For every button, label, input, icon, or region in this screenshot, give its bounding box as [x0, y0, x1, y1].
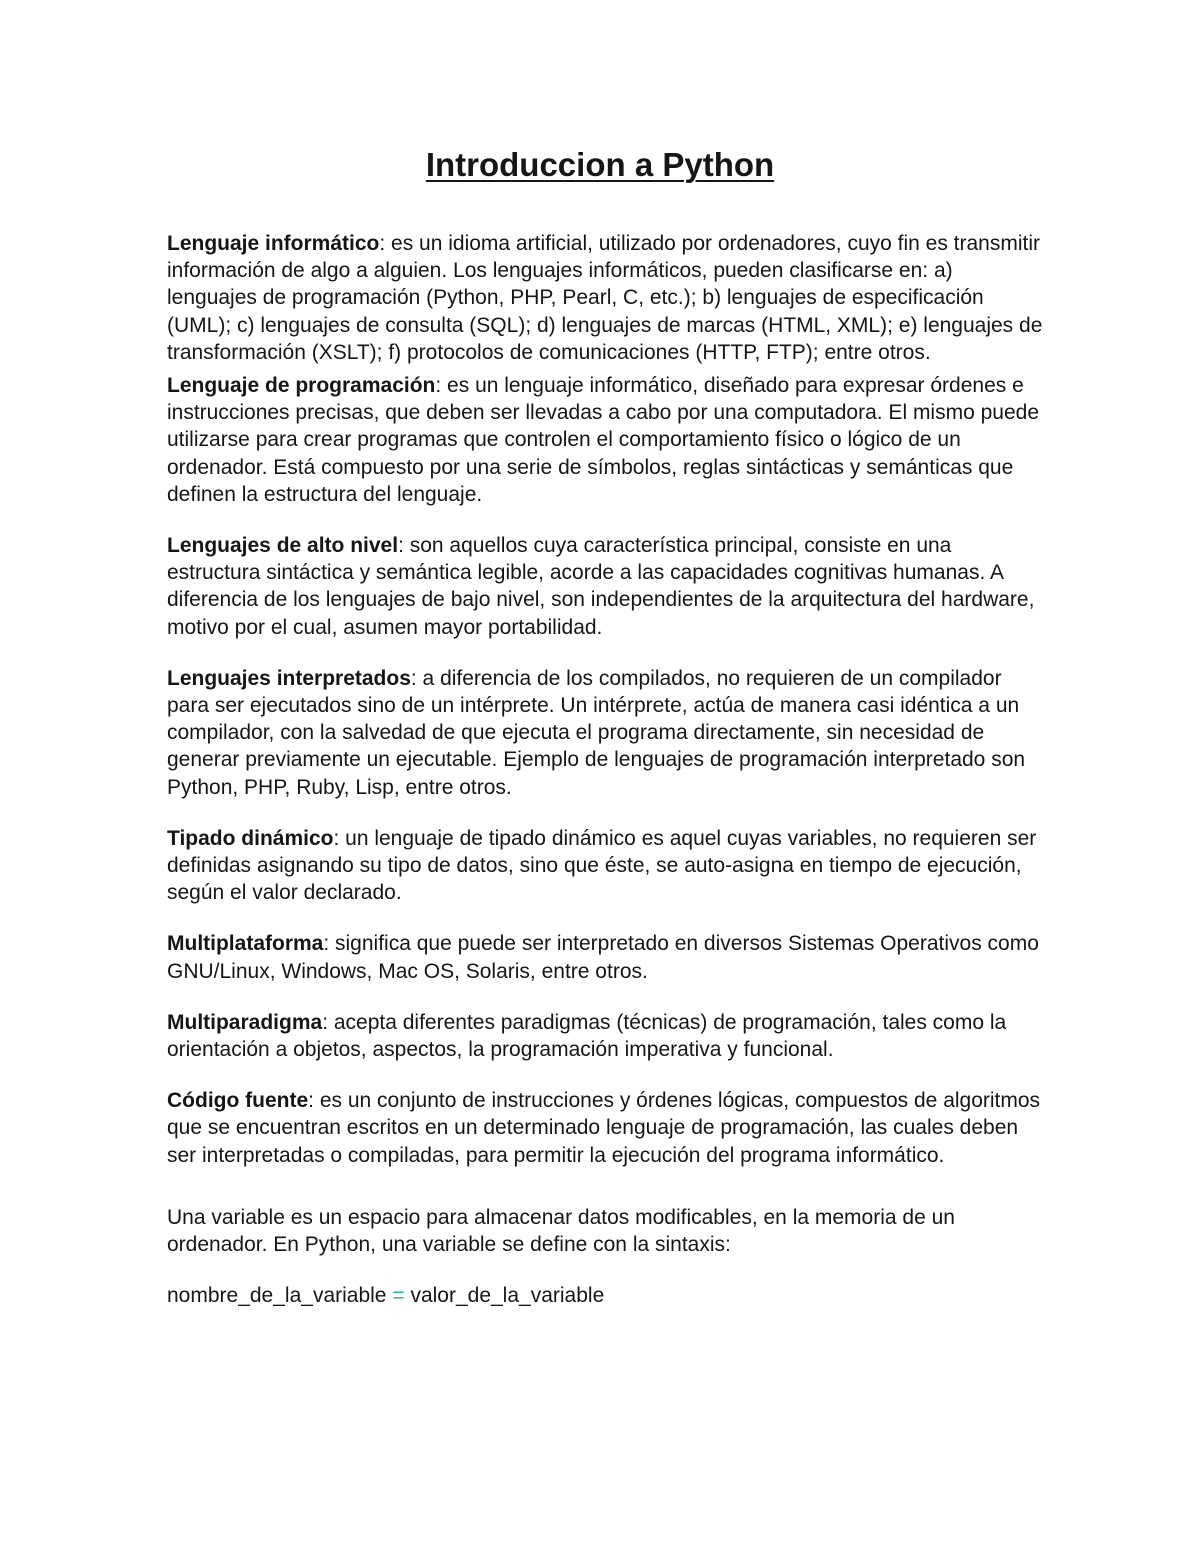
definition-codigo-fuente: [167, 1087, 1047, 1169]
definition-term: Multiplataforma: [167, 932, 324, 956]
definition-text: : son aquellos cuya característica principal, consiste en una estructura sintáctica y semántica legible, acorde a las capacidades cognitivas humanas. A diferencia de los lenguajes de bajo nivel, son independientes de la arquitectura del hardware, motivo por el cual, asumen mayor portabilidad.: [167, 534, 1035, 639]
definition-multiparadigma: [167, 1009, 1047, 1063]
assignment-operator: =: [392, 1284, 405, 1308]
definition-lenguajes-de-alto-nivel: [167, 532, 1047, 641]
variable-value-placeholder: valor_de_la_variable: [410, 1284, 605, 1308]
variable-syntax-line: [167, 1282, 1047, 1309]
variable-name-placeholder: nombre_de_la_variable: [167, 1284, 387, 1308]
definition-term: Lenguajes interpretados: [167, 666, 411, 690]
definition-multiplataforma: [167, 930, 1047, 984]
definition-term: Lenguaje de programación: [167, 374, 436, 398]
definition-lenguaje-informatico: [167, 230, 1047, 366]
definition-text: : significa que puede ser interpretado en diversos Sistemas Operativos como GNU/Linux, Windows, Mac OS, Solaris, entre otros.: [167, 932, 1039, 983]
definition-term: Código fuente: [167, 1089, 309, 1113]
page-title: Introduccion a Python: [425, 146, 775, 183]
definition-term: Multiparadigma: [167, 1010, 323, 1034]
definition-text: : es un conjunto de instrucciones y órdenes lógicas, compuestos de algoritmos que se encuentran escritos en un determinado lenguaje de programación, las cuales deben ser interpretadas o compiladas, para permitir la ejecución del programa informático.: [167, 1089, 1041, 1167]
definition-tipado-dinamico: [167, 825, 1047, 907]
definition-text: : un lenguaje de tipado dinámico es aquel cuyas variables, no requieren ser definidas asignando su tipo de datos, sino que éste, se auto-asigna en tiempo de ejecución, según el valor declarado.: [167, 826, 1037, 905]
definition-term: Tipado dinámico: [167, 826, 334, 850]
definition-text: : es un idioma artificial, utilizado por ordenadores, cuyo fin es transmitir información de algo a alguien. Los lenguajes informáticos, pueden clasificarse en: a) lenguajes de programación (Python, PHP, Pearl, C, etc.); b) lenguajes de especificación (UML); c) lenguajes de consulta (SQL); d) lenguajes de marcas (HTML, XML); e) lenguajes de transformación (XSLT); f) protocolos de comunicaciones (HTTP, FTP); entre otros.: [167, 232, 1043, 364]
variable-intro-paragraph: Una variable es un espacio para almacenar datos modificables, en la memoria de un ordenador. En Python, una variable se define con la sintaxis:: [167, 1205, 955, 1257]
definition-text: : acepta diferentes paradigmas (técnicas) de programación, tales como la orientación a objetos, aspectos, la programación imperativa y funcional.: [167, 1010, 1007, 1062]
definition-term: Lenguajes de alto nivel: [167, 534, 399, 558]
definition-lenguajes-interpretados: [167, 665, 1047, 801]
definition-text: : es un lenguaje informático, diseñado para expresar órdenes e instrucciones precisas, que deben ser llevadas a cabo por una computadora. El mismo puede utilizarse para crear programas que controlen el comportamiento físico o lógico de un ordenador. Está compuesto por una serie de símbolos, reglas sintácticas y semánticas que definen la estructura del lenguaje.: [167, 374, 1040, 506]
definition-text: : a diferencia de los compilados, no requieren de un compilador para ser ejecutados sino de un intérprete. Un intérprete, actúa de manera casi idéntica a un compilador, con la salvedad de que ejecuta el programa directamente, sin necesidad de generar previamente un ejecutable. Ejemplo de lenguajes de programación interpretado son Python, PHP, Ruby, Lisp, entre otros.: [167, 666, 1026, 799]
definition-lenguaje-de-programacion: [167, 372, 1047, 508]
document-page: [167, 145, 1047, 1309]
definition-term: Lenguaje informático: [167, 232, 380, 255]
